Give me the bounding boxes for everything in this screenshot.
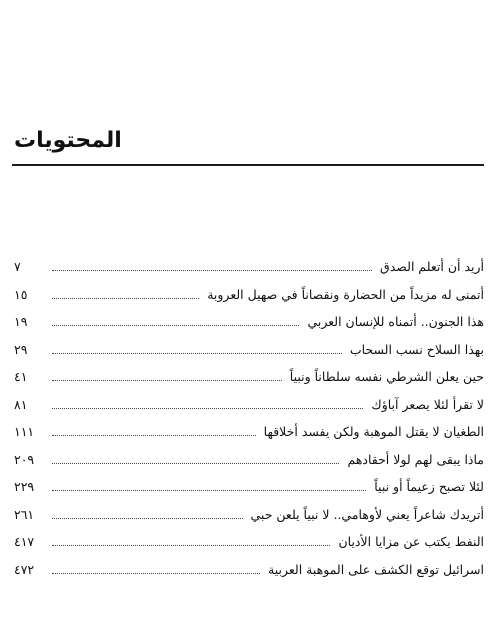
toc-entry-title: اسرائيل توقع الكشف على الموهبة العربية — [268, 561, 484, 577]
toc-leader-dots — [52, 408, 363, 409]
table-of-contents — [14, 253, 484, 583]
toc-entry-title: هذا الجنون.. أتمناه للإنسان العربي — [307, 314, 484, 330]
toc-entry[interactable] — [14, 391, 484, 419]
toc-entry-title: حين يعلن الشرطي نفسه سلطاناً ونبياً — [289, 369, 484, 385]
toc-entry-page: ٨١ — [14, 396, 28, 412]
toc-entry-page: ٤١ — [14, 369, 28, 385]
toc-entry[interactable] — [14, 336, 484, 364]
toc-entry[interactable] — [14, 253, 484, 281]
toc-entry[interactable] — [14, 473, 484, 501]
toc-leader-dots — [52, 380, 282, 381]
toc-entry[interactable] — [14, 308, 484, 336]
toc-entry-title: لئلا تصبح زعيماً أو نبياً — [374, 479, 484, 495]
toc-leader-dots — [52, 490, 366, 491]
toc-entry-title: بهذا السلاح نسب السحاب — [349, 341, 484, 357]
toc-entry[interactable] — [14, 281, 484, 309]
toc-leader-dots — [52, 298, 199, 299]
toc-entry-title: ماذا يبقى لهم لولا أحقادهم — [347, 451, 484, 467]
toc-entry-page: ١٩ — [14, 314, 28, 330]
page-title: المحتويات — [14, 128, 122, 153]
toc-entry[interactable] — [14, 363, 484, 391]
title-rule — [12, 164, 484, 166]
toc-entry-page: ٤١٧ — [14, 534, 35, 550]
toc-leader-dots — [52, 545, 330, 546]
toc-entry-title: أتمنى له مزيداً من الحضارة ونقصاناً في صهيل العروبة — [207, 286, 484, 302]
toc-leader-dots — [52, 270, 372, 271]
toc-leader-dots — [52, 463, 339, 464]
toc-entry[interactable] — [14, 556, 484, 584]
toc-entry-page: ٤٧٢ — [14, 561, 35, 577]
toc-entry[interactable] — [14, 418, 484, 446]
toc-entry-title: الطغيان لا يقتل الموهبة ولكن يفسد أخلاقها — [263, 424, 484, 440]
toc-entry-title: أريد أن أتعلم الصدق — [380, 259, 484, 275]
toc-leader-dots — [52, 325, 299, 326]
toc-entry[interactable] — [14, 501, 484, 529]
toc-leader-dots — [52, 518, 243, 519]
toc-entry[interactable] — [14, 528, 484, 556]
toc-entry-page: ٧ — [14, 259, 21, 275]
toc-entry-page: ٢٢٩ — [14, 479, 35, 495]
toc-entry[interactable] — [14, 446, 484, 474]
toc-entry-title: أتريدك شاعراً يعني لأوهامي.. لا نبياً يلعن حبي — [250, 506, 484, 522]
toc-entry-page: ٢٩ — [14, 341, 28, 357]
toc-entry-title: النفط يكتب عن مزايا الأديان — [338, 534, 484, 550]
toc-entry-page: ٢٦١ — [14, 506, 35, 522]
toc-leader-dots — [52, 435, 256, 436]
toc-entry-page: ٢٠٩ — [14, 451, 35, 467]
toc-entry-page: ١١١ — [14, 424, 35, 440]
toc-leader-dots — [52, 573, 260, 574]
toc-entry-title: لا تقرأ لئلا يصعر آباؤك — [371, 396, 484, 412]
toc-leader-dots — [52, 353, 342, 354]
toc-entry-page: ١٥ — [14, 286, 28, 302]
